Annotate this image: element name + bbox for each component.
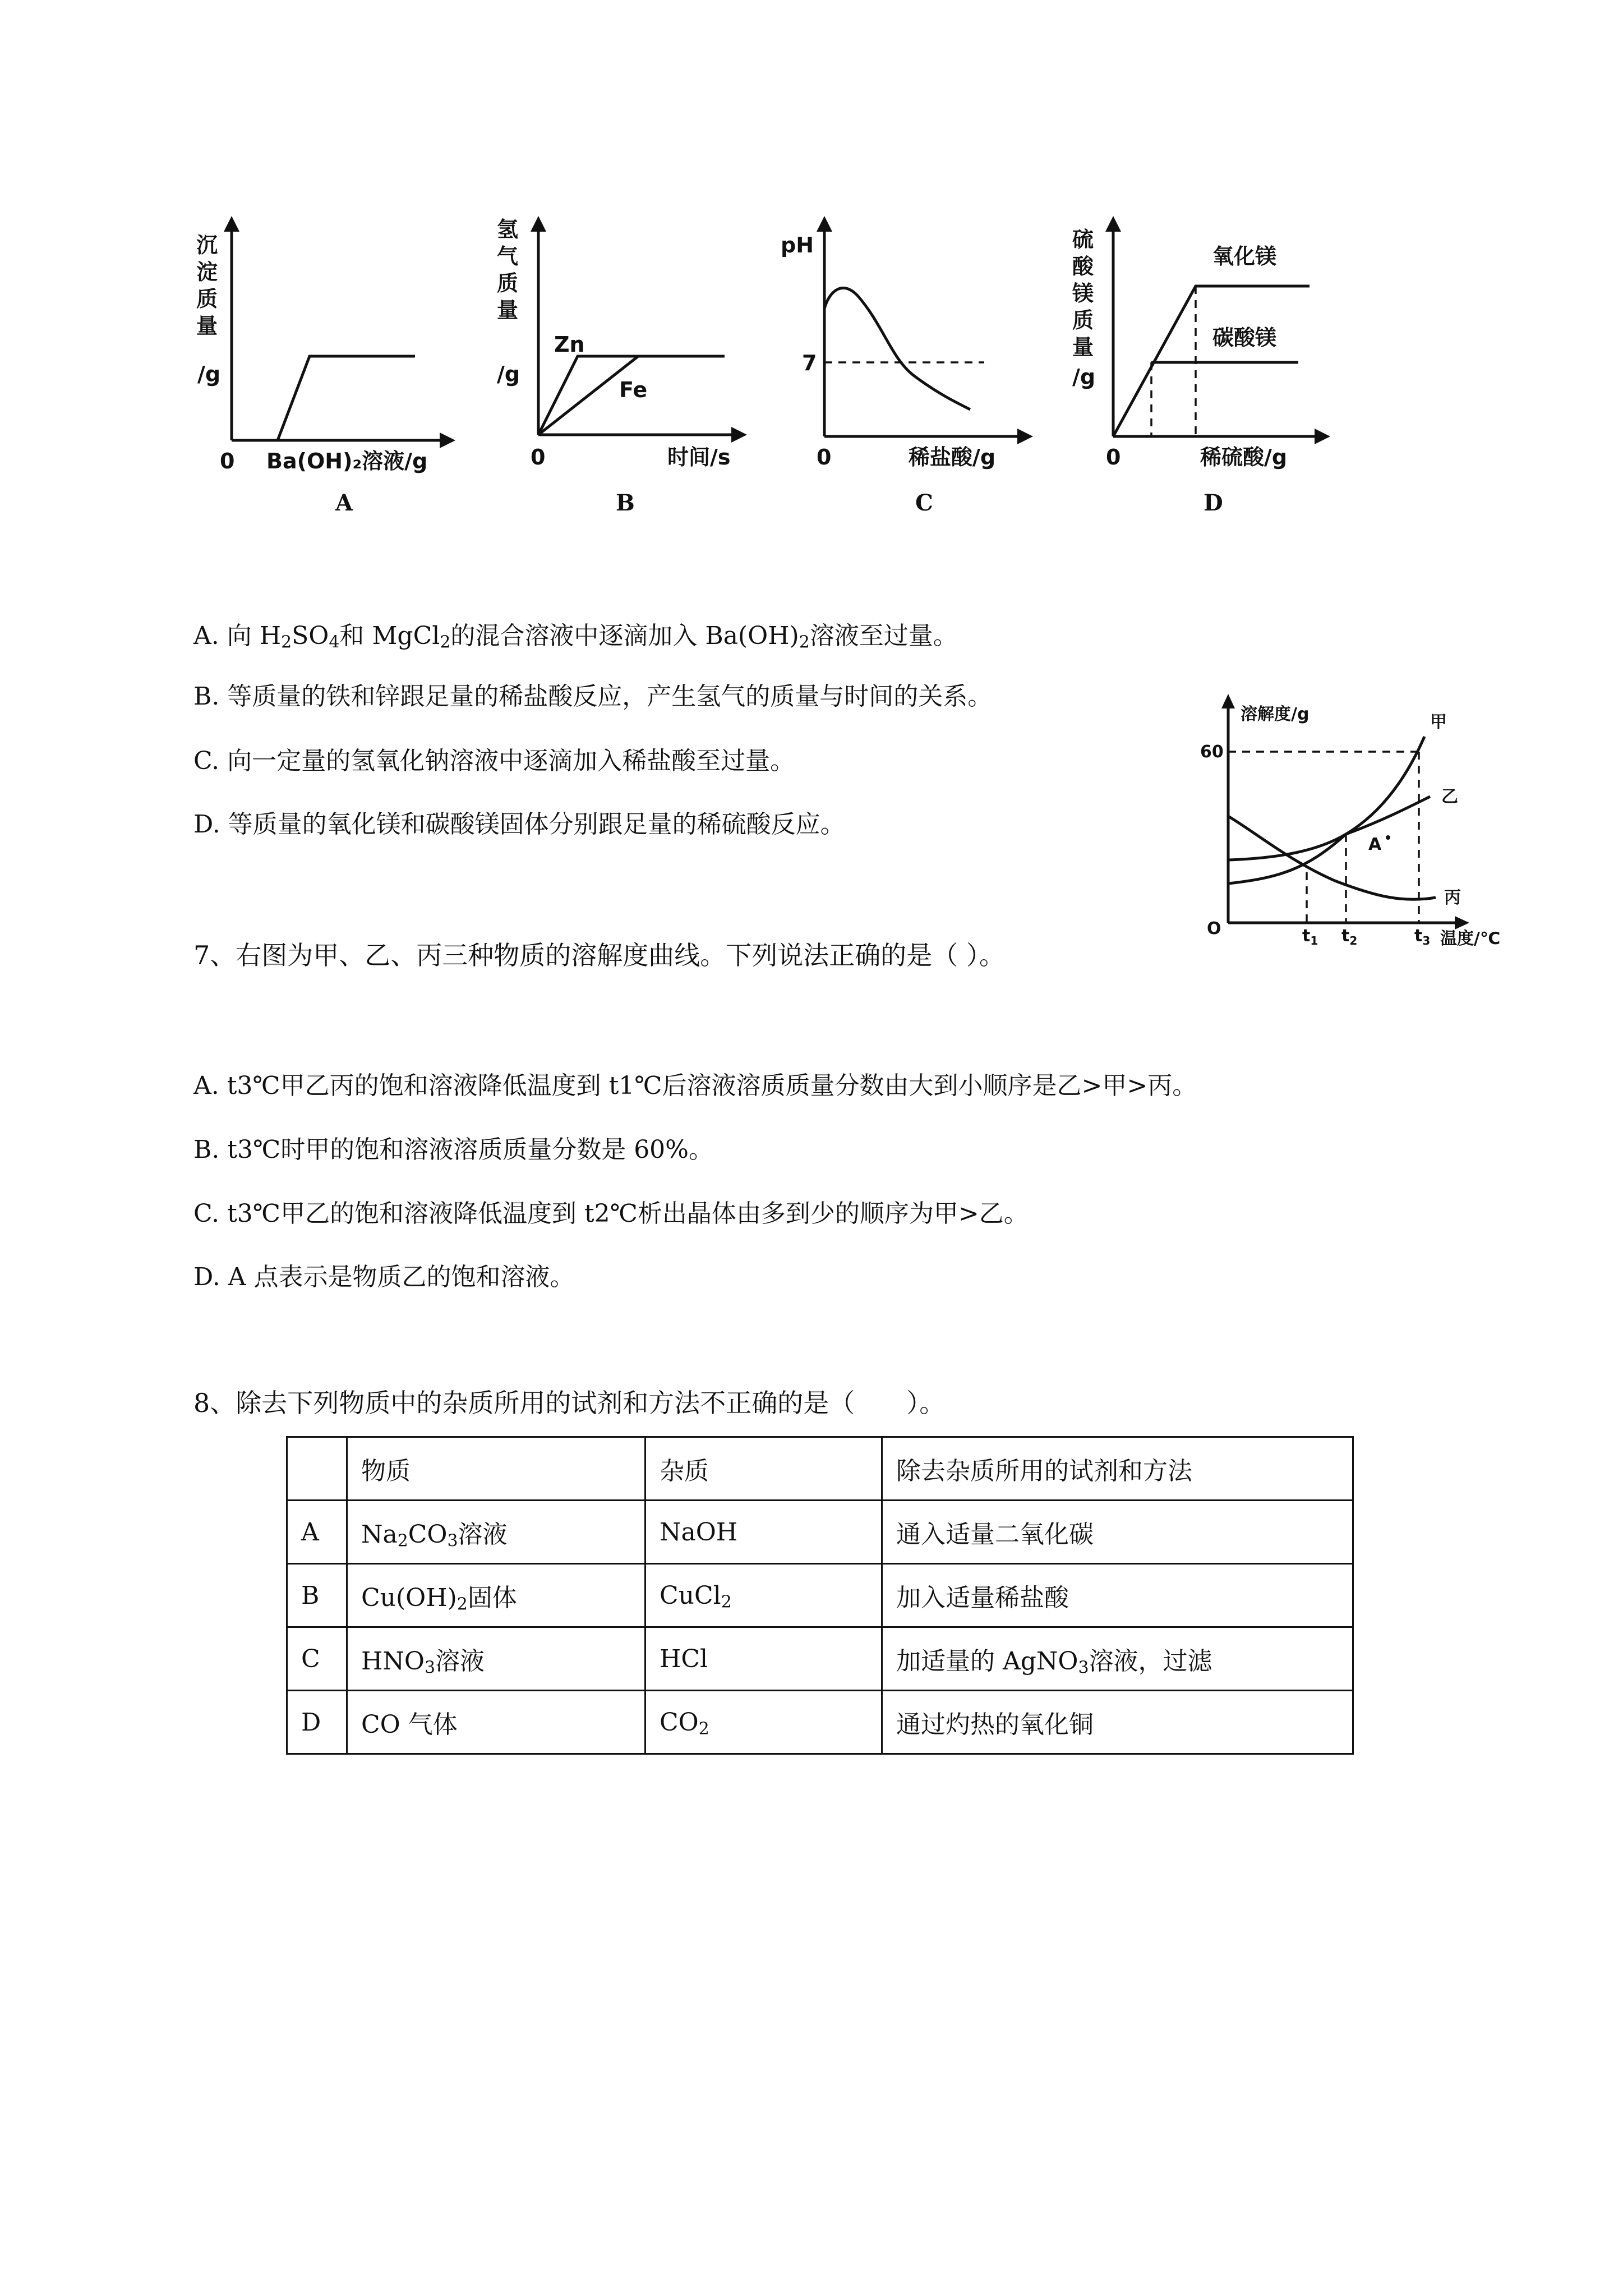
- q7-option-a: A. t3℃甲乙丙的饱和溶液降低温度到 t1℃后溶液溶质质量分数由大到小顺序是乙>甲>丙。: [193, 1071, 1197, 1100]
- graph-b-origin: 0: [531, 445, 546, 470]
- solubility-tick-t3: $t_3$: [1414, 926, 1431, 947]
- subscript: 2: [397, 1531, 408, 1551]
- solubility-y-axis-label: 溶解度/g: [1241, 705, 1310, 724]
- solubility-x-arrow: [1455, 916, 1469, 930]
- subscript: 4: [329, 632, 340, 652]
- svg-text:质: 质: [1072, 308, 1094, 333]
- table-cell: HCl: [645, 1627, 882, 1691]
- table-header-cell: 除去杂质所用的试剂和方法: [882, 1437, 1353, 1501]
- graph-c-x-arrow: [1017, 429, 1033, 444]
- subscript: 2: [440, 632, 451, 652]
- svg-text:质: 质: [497, 271, 519, 296]
- graph-a-x-axis-label: [266, 449, 427, 473]
- subscript: 3: [424, 1658, 435, 1678]
- solubility-y-tick-60: 60: [1200, 742, 1224, 762]
- table-row: [287, 1627, 1353, 1691]
- svg-text:氢: 氢: [497, 217, 519, 242]
- graph-a: [185, 196, 499, 544]
- graph-b-label-zn: Zn: [554, 332, 585, 357]
- graph-b-x-axis-label: 时间/s: [667, 445, 731, 470]
- svg-text:质: 质: [196, 287, 218, 311]
- q7-option-b: B. t3℃时甲的饱和溶液溶质质量分数是 60%。: [193, 1135, 713, 1164]
- table-cell: 加适量的 AgNO$_3$溶液，过滤: [882, 1627, 1353, 1691]
- table-row: [287, 1691, 1353, 1754]
- q6-option-a: A. 向 $H_2SO_4$和 MgCl$_2$的混合溶液中逐滴加入 $Ba(OH)_2$溶液至过量。: [193, 622, 958, 652]
- table-header-cell: 杂质: [645, 1437, 882, 1501]
- subscript: 2: [281, 632, 292, 652]
- svg-text:/g: /g: [497, 362, 520, 386]
- svg-text:沉: 沉: [196, 233, 218, 257]
- solubility-origin: O: [1207, 919, 1221, 938]
- graph-c-origin: 0: [817, 445, 832, 470]
- graph-b: [477, 196, 791, 544]
- table-cell: A: [287, 1501, 347, 1564]
- solubility-curve-yi: [1228, 797, 1430, 884]
- graph-c-y-axis-label: pH: [781, 233, 814, 257]
- graph-c-y-arrow: [817, 216, 832, 232]
- graph-c: [768, 196, 1082, 544]
- graph-b-label-fe: Fe: [619, 378, 648, 402]
- q7-stem: 7、右图为甲、乙、丙三种物质的溶解度曲线。下列说法正确的是（ ）。: [193, 940, 1005, 970]
- table-cell: $Cu(OH)_2$固体: [347, 1564, 645, 1627]
- table-cell: B: [287, 1564, 347, 1627]
- table-row: [287, 1501, 1353, 1564]
- graph-c-curve: [824, 288, 970, 409]
- svg-text:镁: 镁: [1072, 281, 1094, 306]
- solubility-chart: [1195, 687, 1520, 962]
- graph-a-y-arrow: [224, 216, 239, 232]
- table-header-row: [287, 1437, 1353, 1501]
- graph-d-y-arrow: [1105, 216, 1121, 232]
- graph-d-x-axis-label: 稀硫酸/g: [1200, 445, 1288, 470]
- solubility-tick-t2: $t_2$: [1341, 926, 1358, 947]
- graph-d-x-arrow: [1315, 429, 1330, 444]
- graph-b-x-arrow: [731, 427, 747, 443]
- table-cell: 通过灼热的氧化铜: [882, 1691, 1353, 1754]
- graph-a-y-axis-label: [196, 233, 220, 386]
- subscript: 2: [457, 1594, 468, 1614]
- subscript: 2: [698, 1719, 709, 1739]
- subscript: 3: [447, 1531, 458, 1551]
- table-cell: 加入适量稀盐酸: [882, 1564, 1353, 1627]
- q7-option-c: C. t3℃甲乙的饱和溶液降低温度到 t2℃析出晶体由多到少的顺序为甲>乙。: [193, 1199, 1029, 1228]
- subscript: 2: [799, 632, 810, 652]
- graph-b-y-arrow: [531, 216, 546, 232]
- svg-text:量: 量: [497, 298, 519, 323]
- table-cell: CuCl$_2$: [645, 1564, 882, 1627]
- q6-option-b: B. 等质量的铁和锌跟足量的稀盐酸反应，产生氢气的质量与时间的关系。: [193, 682, 993, 711]
- svg-text:/g: /g: [197, 362, 221, 386]
- svg-text:硫: 硫: [1072, 227, 1094, 252]
- graph-d-caption: D: [1204, 490, 1223, 516]
- graph-c-x-axis-label: 稀盐酸/g: [909, 445, 996, 470]
- graph-a-origin: 0: [220, 449, 235, 473]
- solubility-label-yi: 乙: [1441, 787, 1458, 807]
- graph-a-caption: A: [335, 490, 353, 516]
- solubility-label-jia: 甲: [1430, 712, 1447, 732]
- q7-option-d: D. A 点表示是物质乙的饱和溶液。: [193, 1263, 575, 1291]
- table-row: [287, 1564, 1353, 1627]
- table-cell: $HNO_3$溶液: [347, 1627, 645, 1691]
- graph-a-x-label-text: Ba(OH)₂溶液/g: [266, 449, 428, 473]
- graph-a-x-arrow: [440, 432, 455, 448]
- svg-text:量: 量: [1072, 335, 1094, 360]
- graph-d-label-mgco3: 碳酸镁: [1212, 325, 1277, 350]
- svg-text:酸: 酸: [1072, 254, 1094, 279]
- solubility-x-axis-label: 温度/℃: [1440, 929, 1501, 949]
- q8-table: [286, 1436, 1354, 1755]
- graph-c-y-tick-7: 7: [802, 351, 817, 375]
- graph-d-y-axis-label: [1072, 227, 1095, 389]
- table-cell: D: [287, 1691, 347, 1754]
- table-cell: CO 气体: [347, 1691, 645, 1754]
- solubility-point-a-dot: [1386, 835, 1390, 840]
- table-cell: C: [287, 1627, 347, 1691]
- subscript: 2: [721, 1592, 732, 1612]
- table-header-cell: [287, 1437, 347, 1501]
- q6-option-c: C. 向一定量的氢氧化钠溶液中逐滴加入稀盐酸至过量。: [193, 747, 795, 775]
- solubility-y-arrow: [1221, 694, 1235, 708]
- subscript: 3: [1078, 1658, 1089, 1678]
- graph-d-origin: 0: [1106, 445, 1121, 470]
- graph-b-caption: B: [616, 490, 635, 516]
- table-cell: $Na_2CO_3$溶液: [347, 1501, 645, 1564]
- svg-text:气: 气: [497, 244, 519, 269]
- solubility-label-bing: 丙: [1444, 888, 1461, 908]
- q8-stem: 8、除去下列物质中的杂质所用的试剂和方法不正确的是（ ）。: [193, 1388, 946, 1418]
- solubility-curve-jia: [1228, 737, 1424, 860]
- table-cell: NaOH: [645, 1501, 882, 1564]
- svg-text:淀: 淀: [196, 260, 218, 284]
- graph-b-y-axis-label: [497, 217, 520, 386]
- graph-d-label-mgo: 氧化镁: [1212, 244, 1277, 269]
- graph-c-caption: C: [915, 490, 933, 516]
- graph-d: [1060, 196, 1374, 544]
- solubility-tick-t1: $t_1$: [1302, 926, 1318, 947]
- graph-a-curve: [232, 356, 415, 440]
- table-cell: $CO_2$: [645, 1691, 882, 1754]
- table-header-cell: 物质: [347, 1437, 645, 1501]
- svg-text:/g: /g: [1072, 365, 1096, 389]
- q6-option-d: D. 等质量的氧化镁和碳酸镁固体分别跟足量的稀硫酸反应。: [193, 810, 845, 839]
- table-cell: 通入适量二氧化碳: [882, 1501, 1353, 1564]
- svg-text:量: 量: [196, 314, 218, 338]
- solubility-point-a: A: [1368, 835, 1382, 854]
